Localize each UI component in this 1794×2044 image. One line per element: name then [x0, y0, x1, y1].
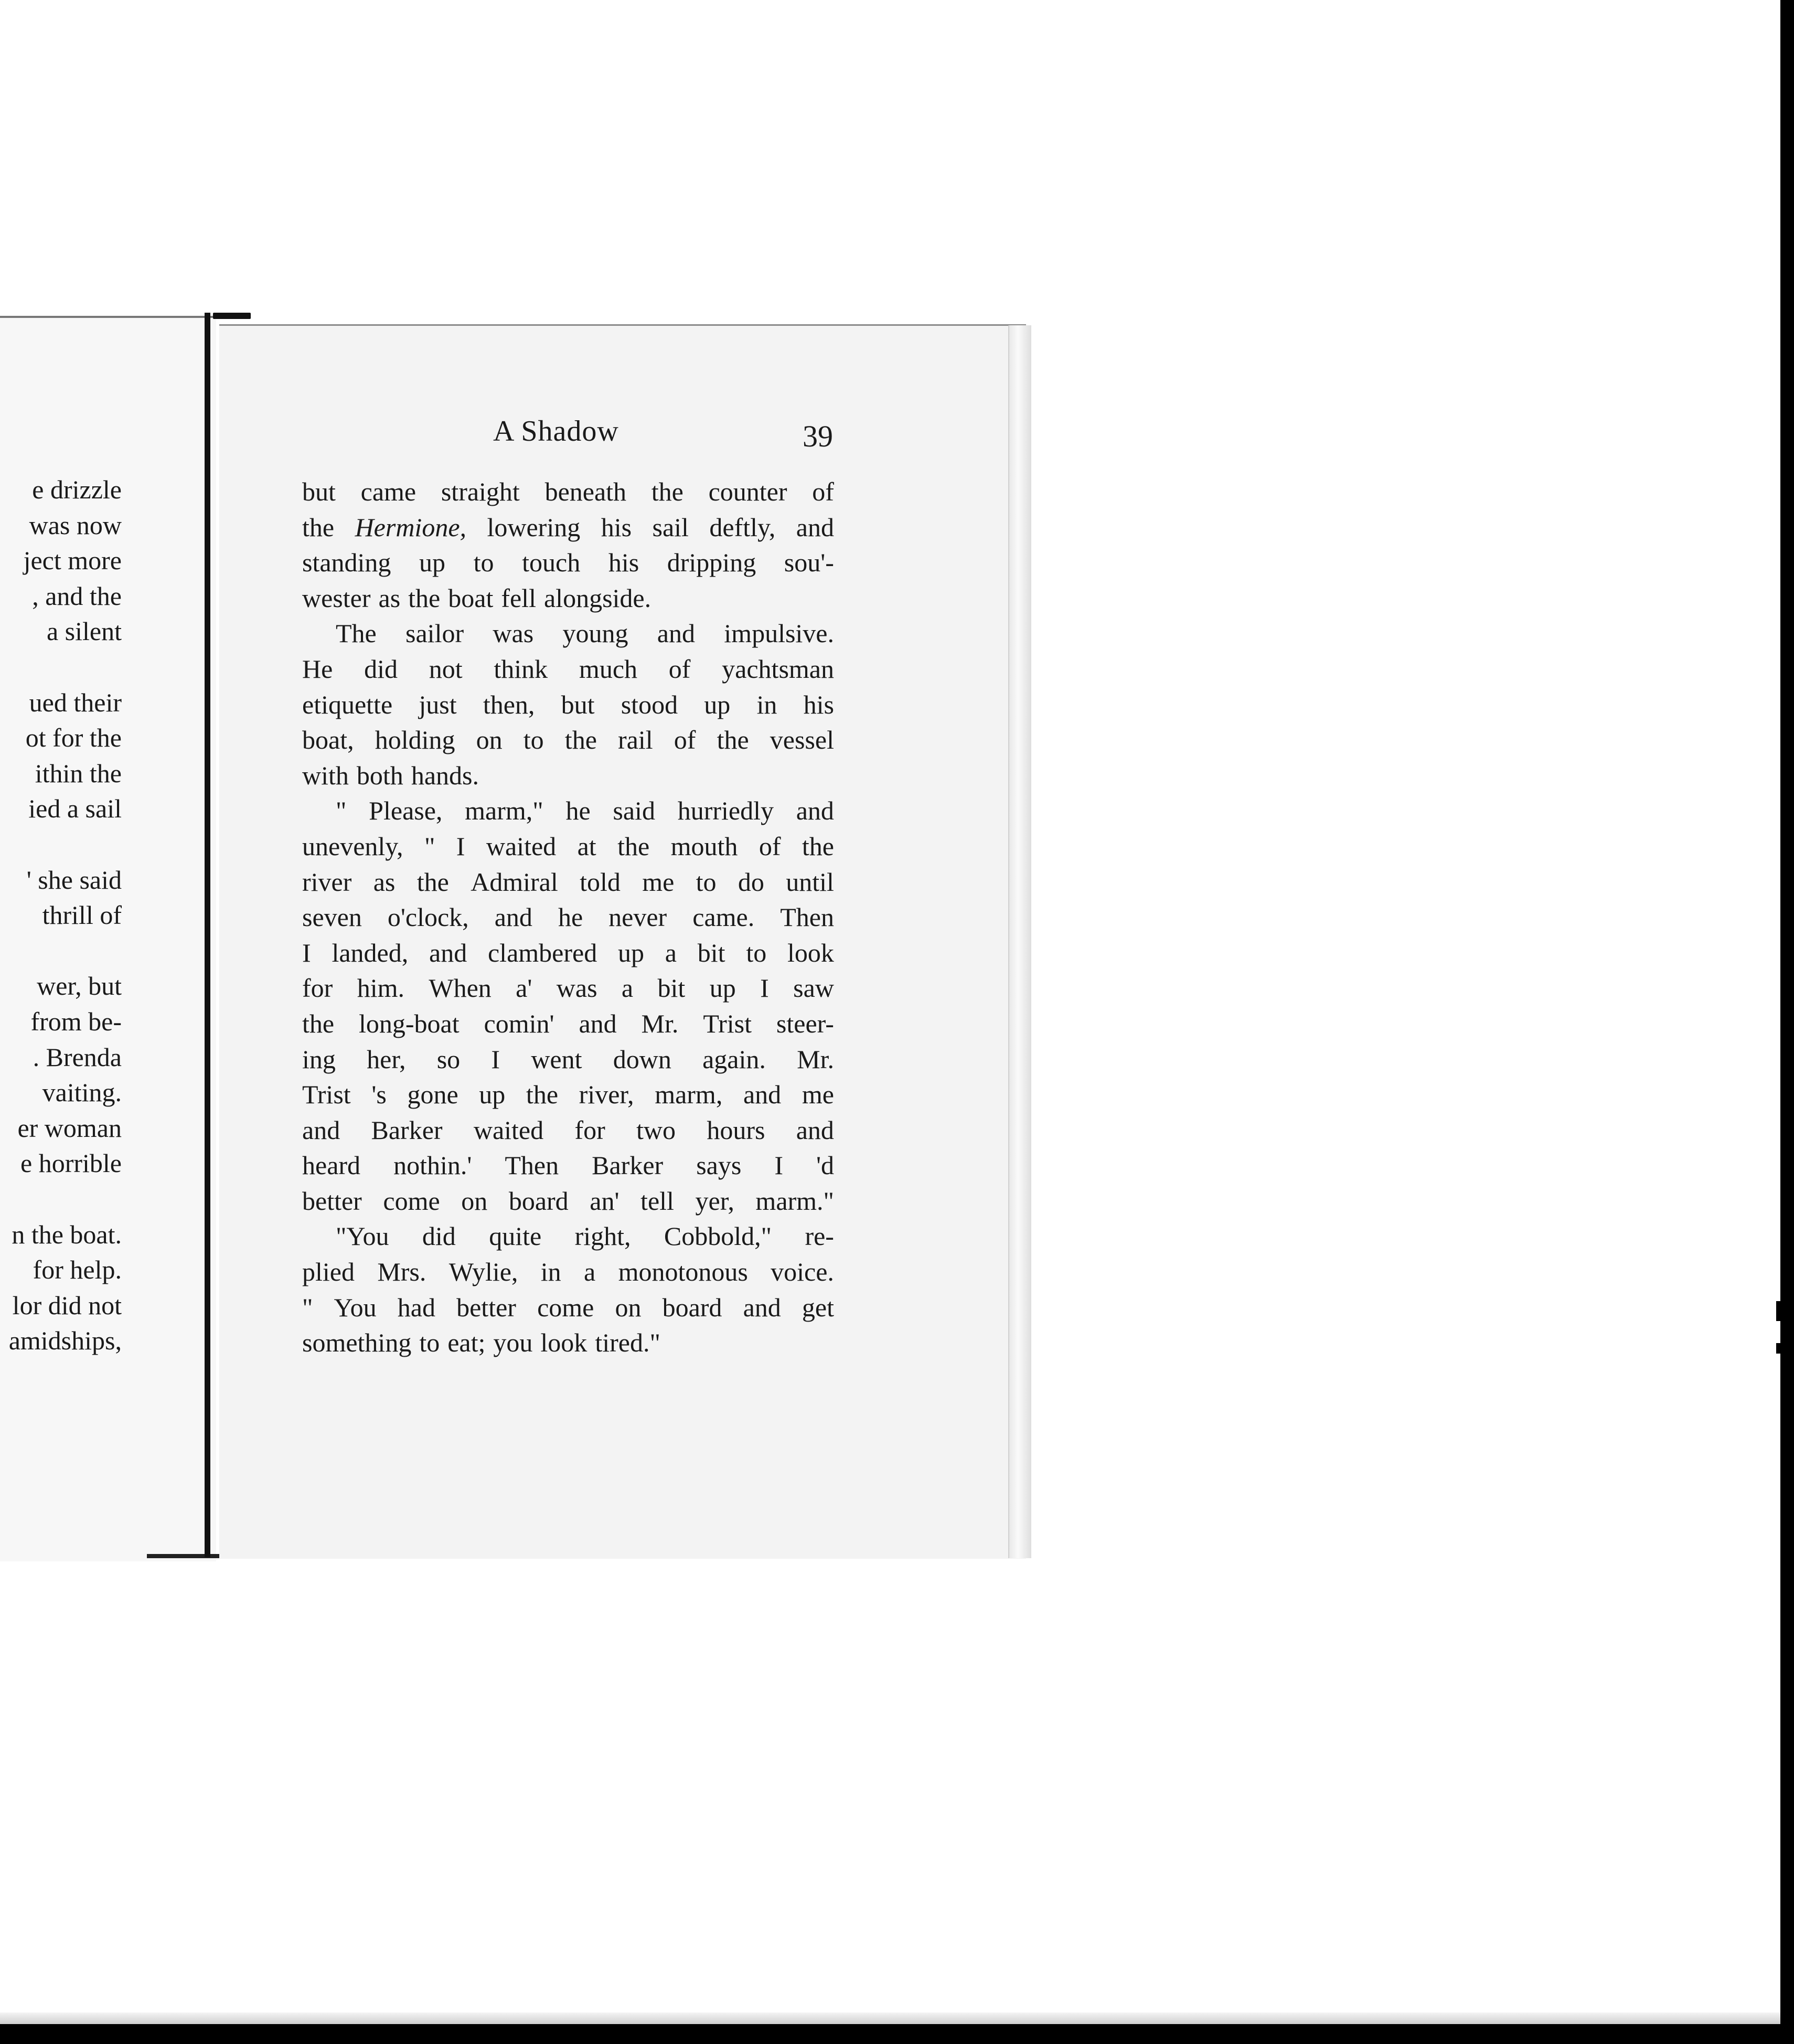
left-text-line: was now [29, 510, 122, 540]
spine-cap [213, 313, 251, 319]
left-text-line: ject more [23, 546, 122, 576]
text-line: " Please, marm," he said hurriedly and [336, 796, 834, 826]
text-line: the Hermione, lowering his sail deftly, and [302, 512, 834, 542]
spine-gutter-line [205, 313, 210, 1557]
book-spine [199, 313, 223, 1557]
left-text-line: vaiting. [42, 1078, 122, 1108]
text-line: unevenly, " I waited at the mouth of the [302, 831, 834, 861]
text-line: better come on board an' tell yer, marm." [302, 1186, 834, 1216]
text-line: ing her, so I went down again. Mr. [302, 1044, 834, 1074]
page-number: 39 [803, 419, 833, 453]
body-text [302, 474, 834, 1361]
text-line: "You did quite right, Cobbold," re- [336, 1221, 834, 1251]
left-text-line: ithin the [35, 758, 122, 788]
left-text-line: a silent [46, 616, 122, 646]
text-line: and Barker waited for two hours and [302, 1115, 834, 1145]
left-text-line: , and the [32, 581, 122, 611]
text-line: wester as the boat fell alongside. [302, 583, 652, 613]
left-text-line: wer, but [37, 971, 122, 1001]
text-line: the long-boat comin' and Mr. Trist steer- [302, 1008, 834, 1038]
text-line: " You had better come on board and get [302, 1292, 834, 1322]
left-text-line: n the boat. [12, 1219, 122, 1249]
text-line: He did not think much of yachtsman [302, 654, 834, 684]
text-line: I landed, and clambered up a bit to look [302, 938, 834, 967]
left-text-line: ot for the [25, 723, 122, 753]
text-line: seven o'clock, and he never came. Then [302, 902, 834, 932]
left-text-line: lor did not [12, 1290, 122, 1320]
text-line: for him. When a' was a bit up I saw [302, 973, 834, 1003]
text-line: etiquette just then, but stood up in his [302, 689, 834, 719]
left-text-line: amidships, [8, 1326, 122, 1356]
text-line: something to eat; you look tired." [302, 1328, 660, 1358]
running-head: A Shadow [493, 415, 619, 448]
left-text-line: ued their [29, 687, 122, 717]
text-line: The sailor was young and impulsive. [336, 619, 834, 648]
left-text-line: for help. [33, 1255, 122, 1285]
left-text-line: e drizzle [32, 475, 122, 504]
text-line: with both hands. [302, 760, 479, 790]
left-text-line: er woman [17, 1113, 122, 1143]
left-text-line: . Brenda [33, 1042, 122, 1072]
left-text-line: from be- [30, 1007, 122, 1036]
scan-bottom-shadow [0, 2013, 1784, 2024]
scan-edge-notch [1776, 1301, 1784, 1321]
left-text-line: ' she said [26, 865, 122, 895]
scan-bottom-edge [0, 2024, 1794, 2044]
text-line: standing up to touch his dripping sou'- [302, 548, 834, 578]
text-line: Trist 's gone up the river, marm, and me [302, 1080, 834, 1110]
page-edge [1008, 325, 1031, 1558]
scan-right-edge [1780, 0, 1794, 2044]
left-text-line: e horrible [20, 1148, 122, 1178]
left-text-line: ied a sail [28, 794, 122, 824]
left-text-line: thrill of [42, 900, 122, 930]
text-line: river as the Admiral told me to do until [302, 867, 834, 897]
text-line: boat, holding on to the rail of the vessel [302, 725, 834, 755]
text-line: heard nothin.' Then Barker says I 'd [302, 1151, 834, 1180]
text-line: but came straight beneath the counter of [302, 477, 834, 506]
text-line: plied Mrs. Wylie, in a monotonous voice. [302, 1257, 834, 1287]
scan-edge-notch [1776, 1343, 1784, 1354]
